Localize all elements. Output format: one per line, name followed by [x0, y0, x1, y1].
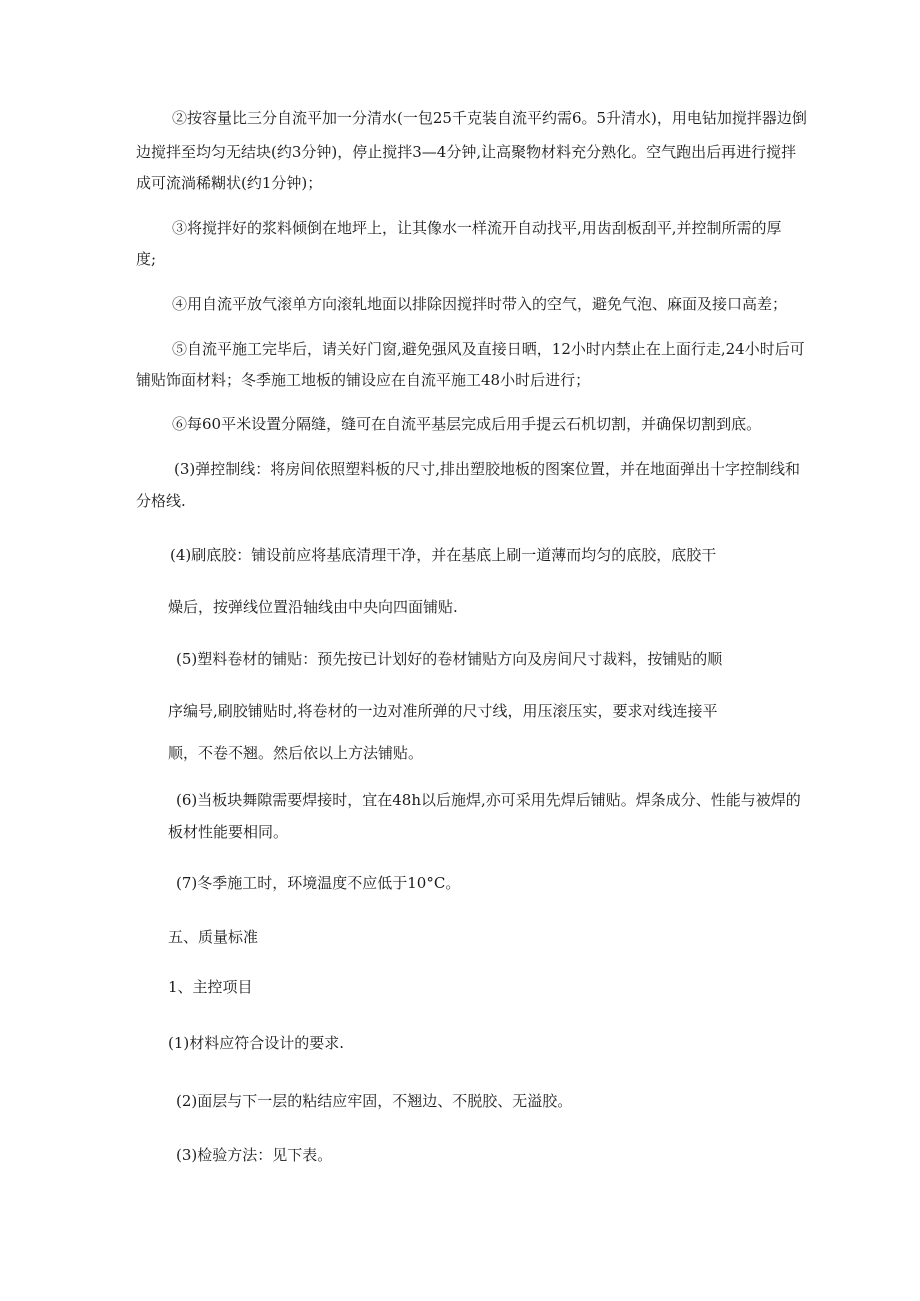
- text-line-9: ⑥每60平米设置分隔缝，缝可在自流平基层完成后用手提云石机切割，并确保切割到底。: [172, 415, 762, 433]
- text-line-19: (7)冬季施工时，环境温度不应低于10°C。: [176, 874, 461, 892]
- text-line-7: ⑤自流平施工完毕后，请关好门窗,避免强风及直接日晒，12小时内禁止在上面行走,24小时后可: [172, 340, 805, 358]
- text-line-13: 燥后，按弹线位置沿轴线由中央向四面铺贴.: [168, 598, 458, 616]
- text-line-23: (2)面层与下一层的粘结应牢固，不翘边、不脱胶、无溢胶。: [176, 1092, 573, 1110]
- text-line-6: ④用自流平放气滚单方向滚轧地面以排除因搅拌时带入的空气，避免气泡、麻面及接口高差；: [172, 295, 788, 313]
- text-line-3: 成可流淌稀糊状(约1分钟)；: [136, 174, 323, 192]
- text-line-22: (1)材料应符合设计的要求.: [168, 1034, 345, 1052]
- text-line-12: (4)刷底胶：铺设前应将基底清理干净，并在基底上刷一道薄而均匀的底胶，底胶干: [170, 546, 717, 564]
- text-line-15: 序编号,刷胶铺贴时,将卷材的一边对准所弹的尺寸线，用压滚压实，要求对线连接平: [168, 702, 718, 720]
- text-line-17: (6)当板块舞隙需要焊接时，宜在48h以后施焊,亦可采用先焊后铺贴。焊条成分、性能与被焊的: [176, 791, 801, 809]
- text-line-2: 边搅拌至均匀无结块(约3分钟)，停止搅拌3—4分钟,让高聚物材料充分熟化。空气跑出后再进行搅拌: [136, 143, 797, 161]
- text-line-10: (3)弹控制线：将房间依照塑料板的尺寸,排出塑胶地板的图案位置，并在地面弹出十字控制线和: [174, 460, 801, 478]
- text-line-4: ③将搅拌好的浆料倾倒在地坪上，让其像水一样流开自动找平,用齿刮板刮平,并控制所需的厚: [172, 219, 782, 237]
- text-line-8: 铺贴饰面材料；冬季施工地板的铺设应在自流平施工48小时后进行；: [136, 371, 591, 389]
- text-line-1: ②按容量比三分自流平加一分清水(一包25千克装自流平约需6。5升清水)，用电钻加搅拌器边倒: [172, 109, 807, 127]
- text-line-14: (5)塑料卷材的铺贴：预先按已计划好的卷材铺贴方向及房间尺寸裁料，按铺贴的顺: [176, 650, 723, 668]
- text-line-18: 板材性能要相同。: [168, 823, 289, 841]
- text-line-24: (3)检验方法：见下表。: [176, 1146, 333, 1164]
- subsection-heading: 1、主控项目: [168, 978, 253, 996]
- section-heading: 五、质量标准: [168, 928, 259, 946]
- text-line-11: 分格线.: [136, 492, 186, 510]
- text-line-5: 度;: [136, 250, 157, 268]
- text-line-16: 顺，不卷不翘。然后依以上方法铺贴。: [168, 744, 424, 762]
